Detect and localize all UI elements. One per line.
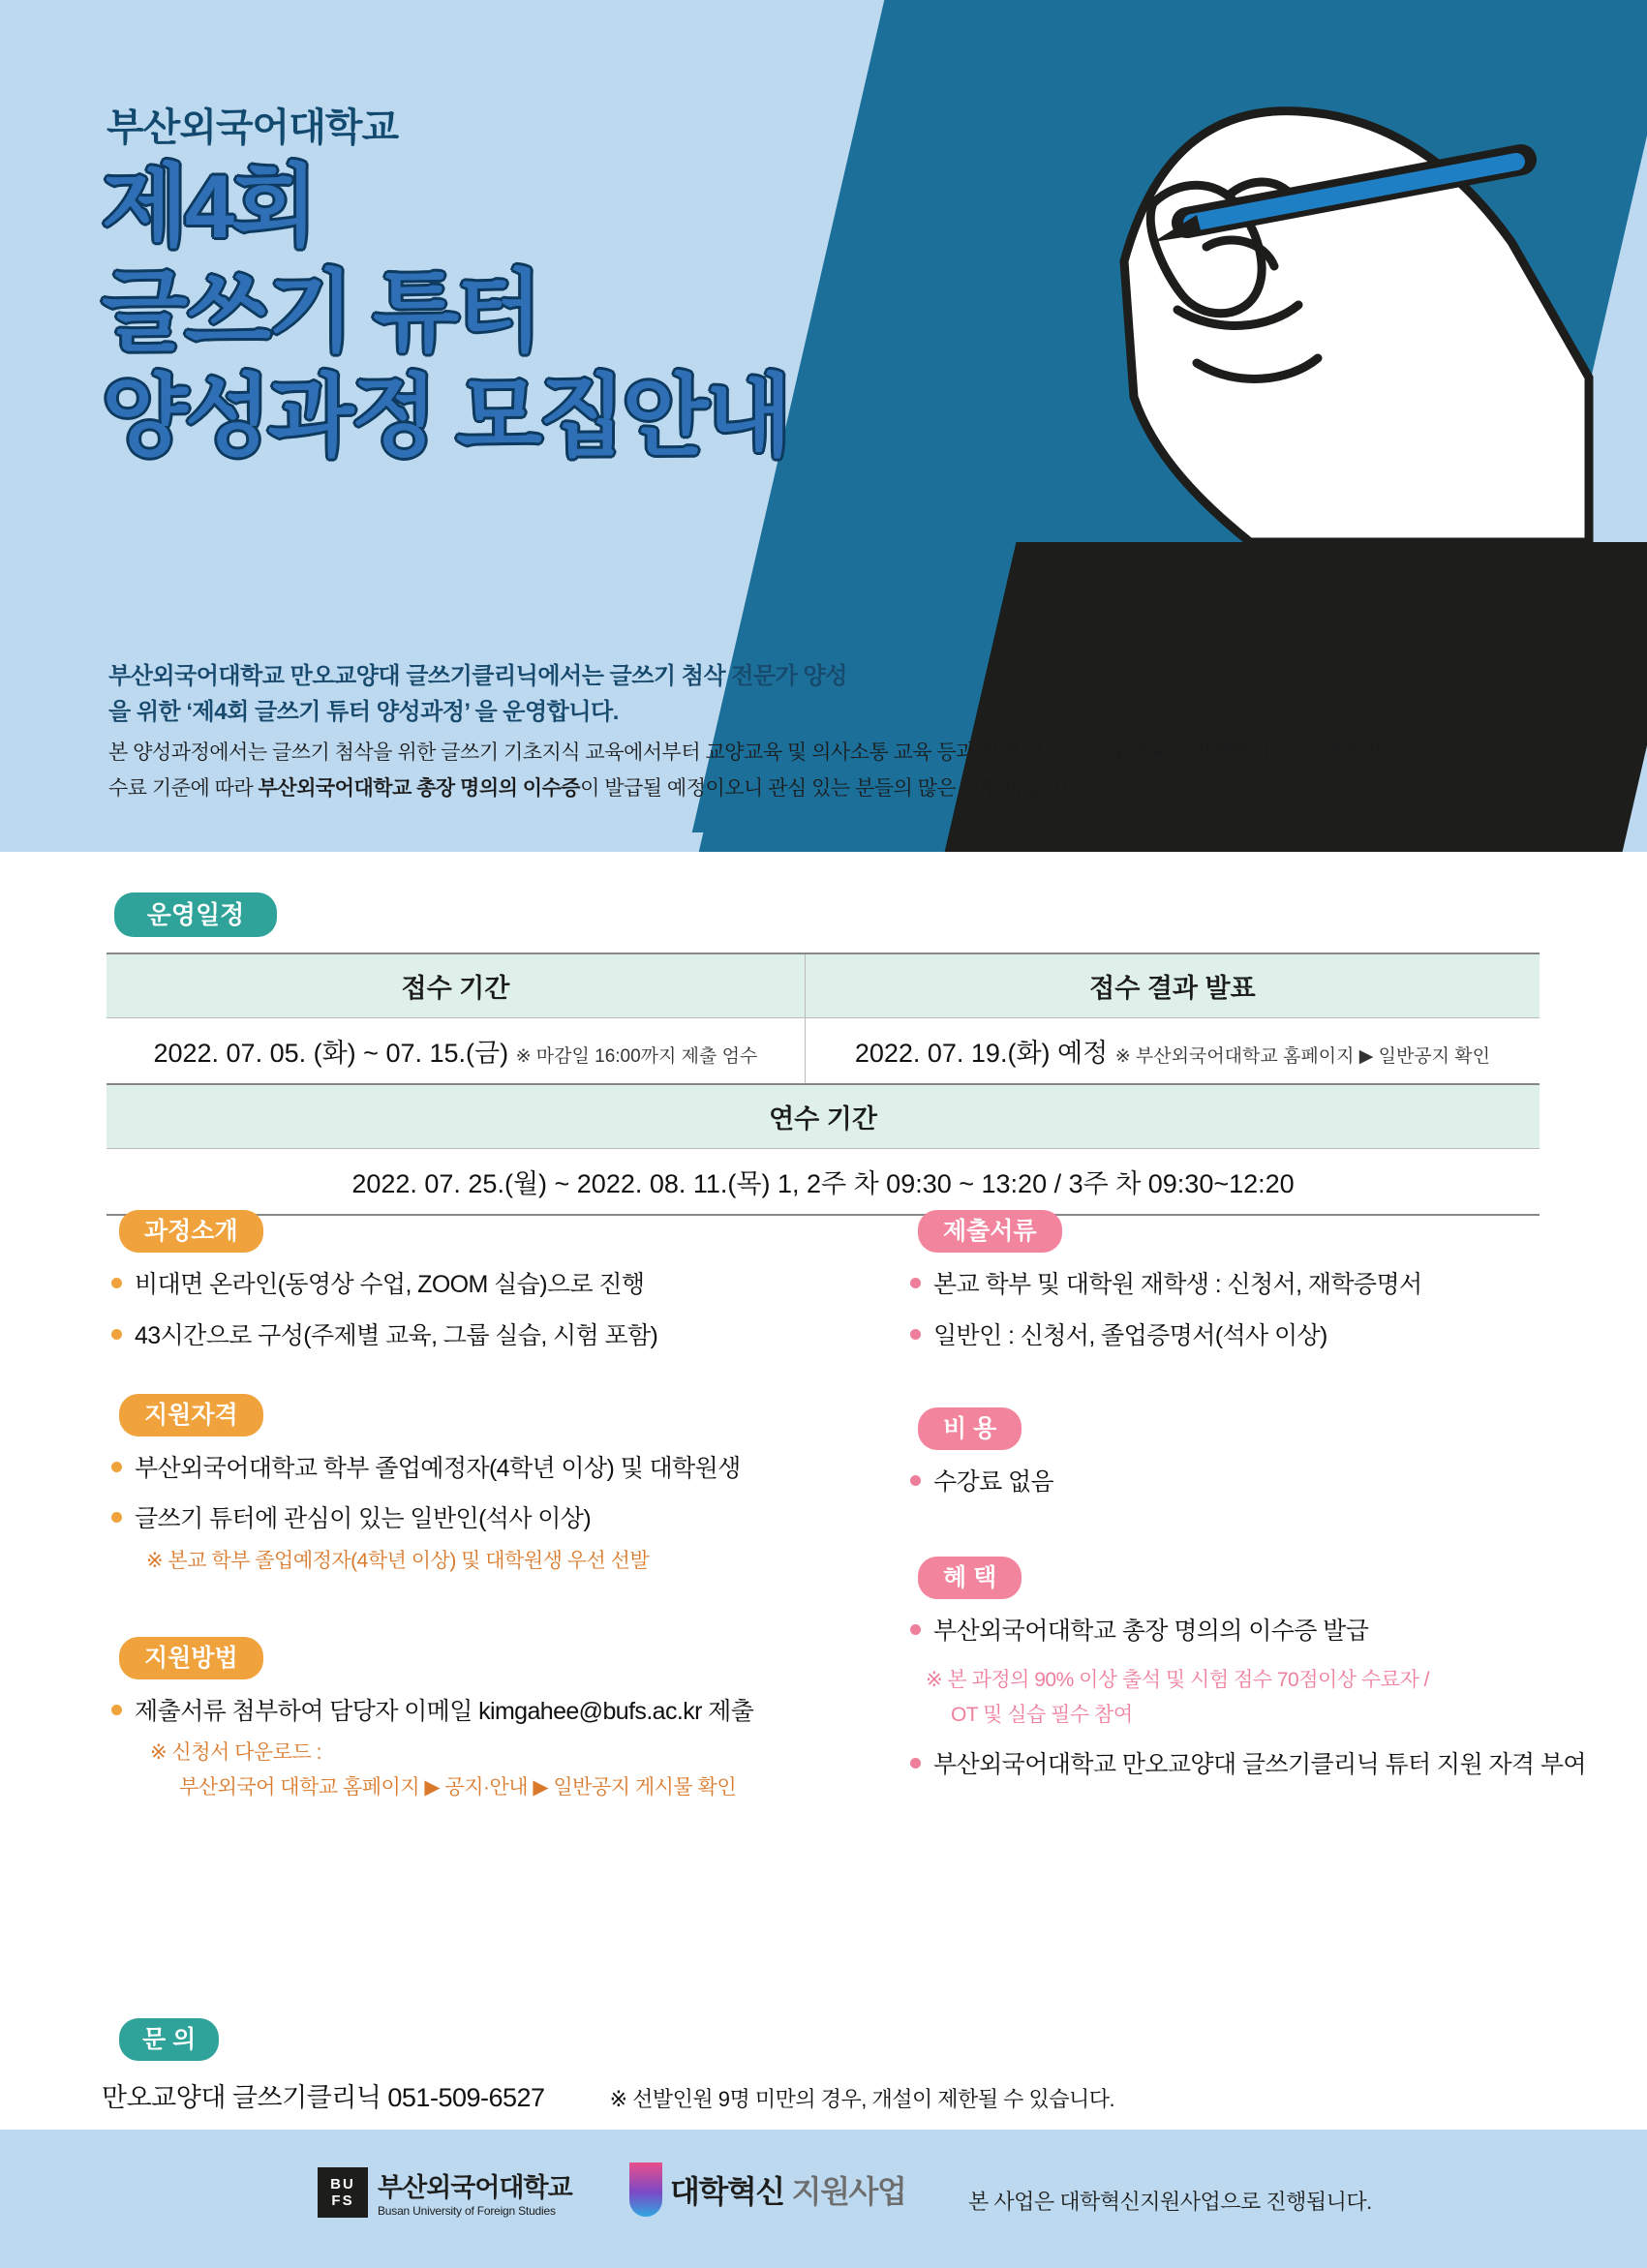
bullet-dot-icon (111, 1278, 122, 1288)
lead-line-2: 을 위한 ‘제4회 글쓰기 튜터 양성과정’ 을 운영합니다. (108, 699, 619, 726)
howto-list (102, 1693, 876, 1731)
table-row (107, 1018, 1540, 1085)
contact-phone: 만오교양대 글쓰기클리닉 051-509-6527 (102, 2083, 545, 2112)
list-item (900, 1266, 1617, 1304)
list-item (102, 1450, 876, 1488)
eligibility-item-1: 부산외국어대학교 학부 졸업예정자(4학년 이상) 및 대학원생 (135, 1454, 741, 1482)
block-intro (102, 1210, 876, 1355)
bullet-dot-icon (111, 1329, 122, 1340)
hand-with-pen-illustration (1008, 87, 1628, 629)
benefits-list-2 (900, 1746, 1617, 1784)
result-note: ※ 부산외국어대학교 홈페이지 ▶ 일반공지 확인 (1114, 1046, 1491, 1067)
content-columns (0, 1210, 1647, 2062)
eligibility-note: ※ 본교 학부 졸업예정자(4학년 이상) 및 대학원생 우선 선발 (146, 1550, 650, 1572)
intro-tag: 과정소개 (119, 1210, 263, 1253)
cell-training-period: 2022. 07. 25.(월) ~ 2022. 08. 11.(목) 1, 2주 차 09:30 ~ 13:20 / 3주 차 09:30~12:20 (107, 1149, 1540, 1216)
table-row-training (107, 1149, 1540, 1216)
header-body-bold: 부산외국어대학교 총장 명의의 이수증 (258, 776, 581, 800)
title-line-1: 제4회 (102, 158, 315, 257)
bufs-logo-english: Busan University of Foreign Studies (378, 2204, 556, 2218)
title-line-3: 양성과정 모집안내 (102, 368, 789, 468)
block-cost (900, 1407, 1617, 1501)
list-item (102, 1693, 876, 1731)
schedule-tag: 운영일정 (114, 892, 277, 937)
bufs-logo (318, 2166, 572, 2218)
benefits-item-2: 부산외국어대학교 만오교양대 글쓰기클리닉 튜터 지원 자격 부여 (933, 1751, 1586, 1779)
bullet-dot-icon (111, 1512, 122, 1523)
footer-note: 본 사업은 대학혁신지원사업으로 진행됩니다. (968, 2190, 1372, 2214)
contact-warning: ※ 선발인원 9명 미만의 경우, 개설이 제한될 수 있습니다. (609, 2087, 1115, 2111)
documents-item-1: 본교 학부 및 대학원 재학생 : 신청서, 재학증명서 (933, 1271, 1422, 1298)
documents-item-2: 일반인 : 신청서, 졸업증명서(석사 이상) (933, 1321, 1327, 1349)
table-header-row-training (107, 1084, 1540, 1149)
bullet-dot-icon (910, 1624, 921, 1635)
innovation-program-logo (629, 2162, 905, 2217)
benefits-note-line-1: ※ 본 과정의 90% 이상 출석 및 시험 점수 70점이상 수료자 / (926, 1669, 1429, 1691)
bullet-dot-icon (111, 1462, 122, 1472)
col-header-training: 연수 기간 (107, 1084, 1540, 1149)
page-title (102, 155, 789, 470)
left-column (102, 1210, 876, 1816)
list-item (900, 1746, 1617, 1784)
poster-header (0, 0, 1647, 852)
lead-line-1: 부산외국어대학교 만오교양대 글쓰기클리닉에서는 글쓰기 첨삭 전문가 양성 (108, 663, 847, 689)
howto-item-1: 제출서류 첨부하여 담당자 이메일 kimgahee@bufs.ac.kr 제출 (135, 1697, 754, 1725)
intro-item-1: 비대면 온라인(동영상 수업, ZOOM 실습)으로 진행 (135, 1271, 645, 1298)
cost-tag: 비 용 (918, 1407, 1022, 1450)
list-item (102, 1317, 876, 1355)
howto-tag: 지원방법 (119, 1637, 263, 1679)
documents-tag: 제출서류 (918, 1210, 1062, 1253)
lead-paragraph (108, 658, 1251, 730)
eligibility-item-2: 글쓰기 튜터에 관심이 있는 일반인(석사 이상) (135, 1505, 592, 1533)
result-date-value: 2022. 07. 19.(화) 예정 (854, 1039, 1109, 1068)
header-body-text-1: 본 양성과정에서는 글쓰기 첨삭을 위한 글쓰기 기초지식 교육에서부터 교양교육 및 의사소통 교육 등과 관련 이론과 실습 교육을 진행합니다. 본 과정의 수료 기준에 따라 (108, 741, 1381, 800)
bullet-dot-icon (111, 1705, 122, 1715)
list-item (900, 1317, 1617, 1355)
title-line-2: 글쓰기 튜터 (102, 262, 539, 362)
bullet-dot-icon (910, 1475, 921, 1486)
bufs-logo-mark: BU FS (318, 2167, 368, 2218)
innovation-logo-text-1: 대학혁신 (670, 2174, 784, 2209)
list-item (102, 1266, 876, 1304)
schedule-table (107, 953, 1540, 1216)
innovation-logo-text-2: 지원사업 (791, 2174, 906, 2209)
benefits-item-1: 부산외국어대학교 총장 명의의 이수증 발급 (933, 1618, 1369, 1646)
u-shape-icon (629, 2162, 662, 2217)
block-eligibility (102, 1394, 876, 1577)
block-documents (900, 1210, 1617, 1355)
list-item (102, 1500, 876, 1538)
bullet-dot-icon (910, 1329, 921, 1340)
bullet-dot-icon (910, 1758, 921, 1769)
documents-list (900, 1266, 1617, 1355)
howto-note-line-1: ※ 신청서 다운로드 : (150, 1741, 321, 1765)
bullet-dot-icon (910, 1278, 921, 1288)
header-body-text-2: 이 발급될 예정이오니 관심 있는 분들의 많은 신청 바랍니다. (580, 776, 1086, 800)
col-header-apply-period: 접수 기간 (107, 953, 805, 1018)
intro-item-2: 43시간으로 구성(주제별 교육, 그룹 실습, 시험 포함) (135, 1321, 658, 1349)
cost-list (900, 1464, 1617, 1501)
eligibility-tag: 지원자격 (119, 1394, 263, 1436)
contact-line (102, 2076, 1554, 2114)
contact-tag: 문 의 (119, 2018, 219, 2061)
eligibility-list (102, 1450, 876, 1539)
col-header-result: 접수 결과 발표 (805, 953, 1540, 1018)
list-item (900, 1464, 1617, 1501)
table-header-row (107, 953, 1540, 1018)
list-item (900, 1613, 1617, 1650)
right-column (900, 1210, 1617, 1798)
header-body-paragraph (108, 736, 1396, 807)
intro-list (102, 1266, 876, 1355)
apply-period-value: 2022. 07. 05. (화) ~ 07. 15.(금) (153, 1039, 509, 1068)
bufs-logo-korean: 부산외국어대학교 (378, 2173, 572, 2202)
benefits-note-line-2: OT 및 실습 필수 참여 (951, 1703, 1133, 1726)
apply-period-note: ※ 마감일 16:00까지 제출 엄수 (515, 1046, 758, 1067)
howto-note-line-2: 부산외국어 대학교 홈페이지 ▶ 공지·안내 ▶ 일반공지 게시물 확인 (179, 1775, 737, 1799)
cell-apply-period (107, 1018, 805, 1085)
benefits-tag: 혜 택 (918, 1557, 1022, 1599)
contact-section (102, 2018, 1554, 2114)
poster-footer (0, 2130, 1647, 2268)
cost-item-1: 수강료 없음 (933, 1467, 1054, 1496)
block-howto (102, 1637, 876, 1803)
cell-result (805, 1018, 1540, 1085)
university-name: 부산외국어대학교 (107, 106, 399, 149)
block-benefits (900, 1557, 1617, 1784)
benefits-list (900, 1613, 1617, 1650)
